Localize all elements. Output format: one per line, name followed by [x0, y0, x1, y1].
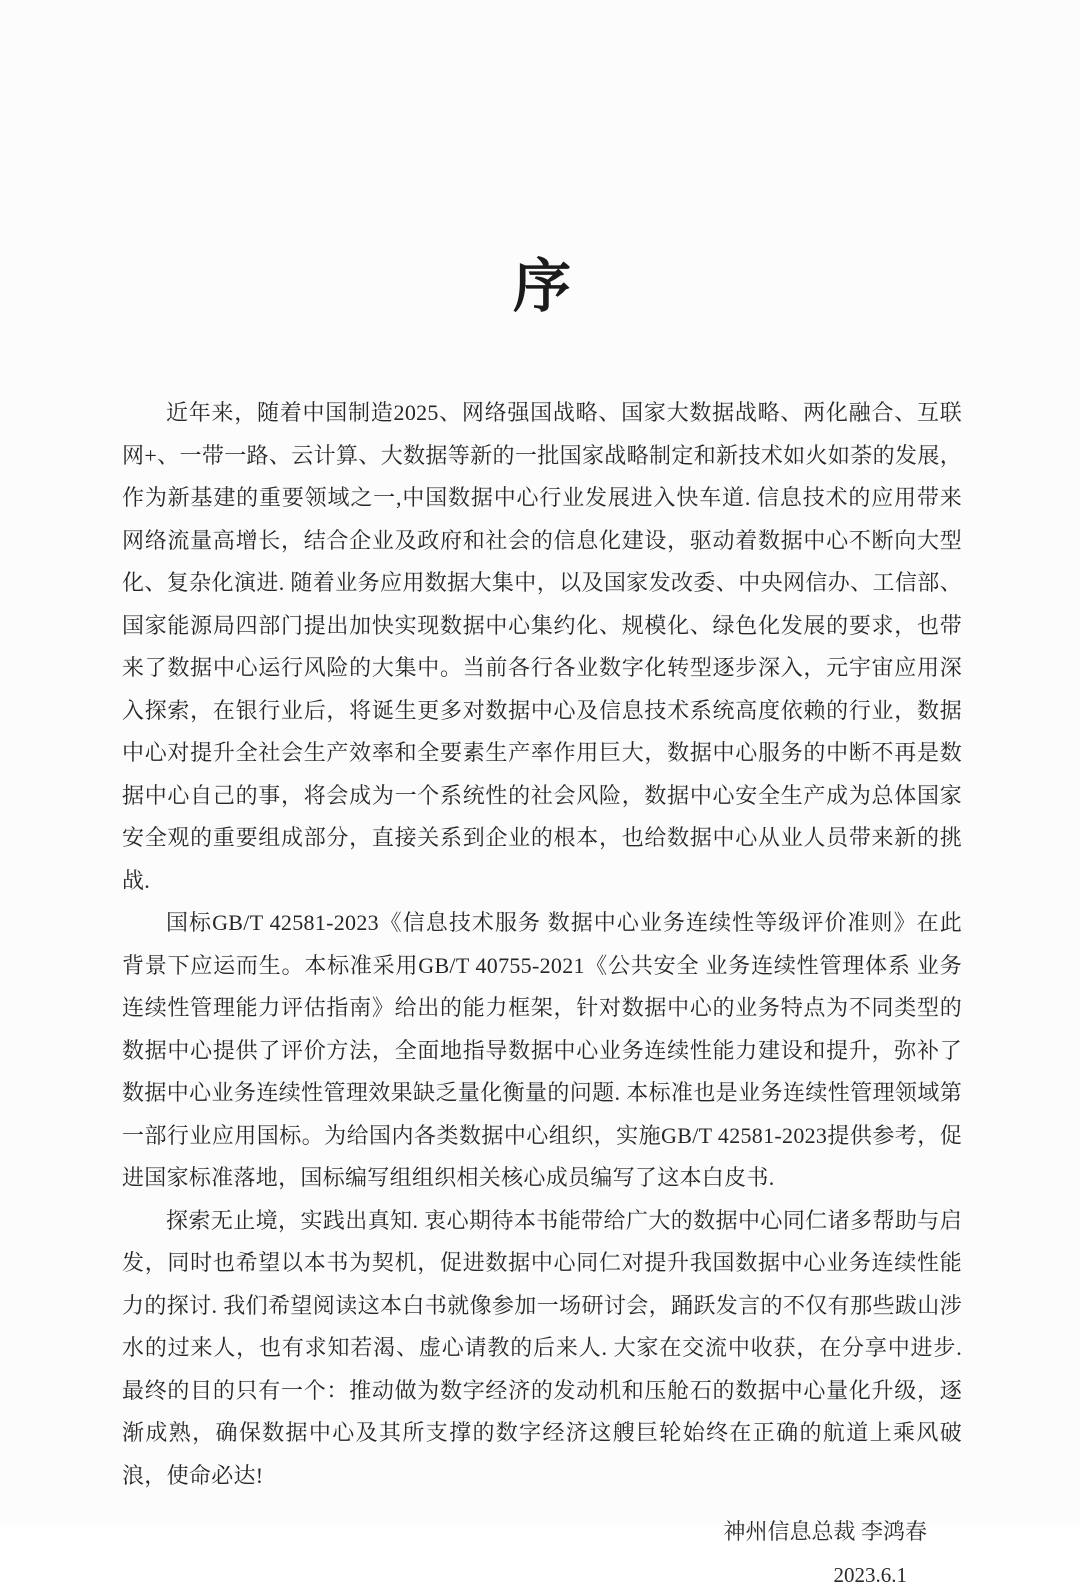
page-title: 序	[122, 252, 962, 322]
paragraph-3: 探索无止境，实践出真知. 衷心期待本书能带给广大的数据中心同仁诸多帮助与启发，同时也希望以本书为契机，促进数据中心同仁对提升我国数据中心业务连续性能力的探讨. 我们希望阅读这本白书就像参加一场研讨会，踊跃发言的不仅有那些跋山涉水的过来人，也有求知若渴、虚心请教的后来人. 大家在交流中收获，在分享中进步. 最终的目的只有一个：推动做为数字经济的发动机和压舱石的数据中心量化升级，逐渐成熟，确保数据中心及其所支撑的数字经济这艘巨轮始终在正确的航道上乘风破浪，使命必达!	[122, 1200, 962, 1498]
signature-block	[122, 1511, 962, 1596]
paragraph-1: 近年来，随着中国制造2025、网络强国战略、国家大数据战略、两化融合、互联网+、一带一路、云计算、大数据等新的一批国家战略制定和新技术如火如荼的发展，作为新基建的重要领域之一,中国数据中心行业发展进入快车道. 信息技术的应用带来网络流量高增长，结合企业及政府和社会的信息化建设，驱动着数据中心不断向大型化、复杂化演进. 随着业务应用数据大集中，以及国家发改委、中央网信办、工信部、国家能源局四部门提出加快实现数据中心集约化、规模化、绿色化发展的要求，也带来了数据中心运行风险的大集中。当前各行各业数字化转型逐步深入，元宇宙应用深入探索，在银行业后，将诞生更多对数据中心及信息技术系统高度依赖的行业，数据中心对提升全社会生产效率和全要素生产率作用巨大，数据中心服务的中断不再是数据中心自己的事，将会成为一个系统性的社会风险，数据中心安全生产成为总体国家安全观的重要组成部分，直接关系到企业的根本，也给数据中心从业人员带来新的挑战.	[122, 392, 962, 902]
paragraph-2: 国标GB/T 42581-2023《信息技术服务 数据中心业务连续性等级评价准则》在此背景下应运而生。本标准采用GB/T 40755-2021《公共安全 业务连续性管理体系 业务连续性管理能力评估指南》给出的能力框架，针对数据中心的业务特点为不同类型的数据中心提供了评价方法，全面地指导数据中心业务连续性能力建设和提升，弥补了数据中心业务连续性管理效果缺乏量化衡量的问题. 本标准也是业务连续性管理领域第一部行业应用国标。为给国内各类数据中心组织，实施GB/T 42581-2023提供参考，促进国家标准落地，国标编写组组织相关核心成员编写了这本白皮书.	[122, 902, 962, 1200]
signature-author: 神州信息总裁 李鸿春	[122, 1511, 962, 1554]
preface-body	[122, 392, 962, 1497]
signature-date: 2023.6.1	[122, 1554, 962, 1596]
